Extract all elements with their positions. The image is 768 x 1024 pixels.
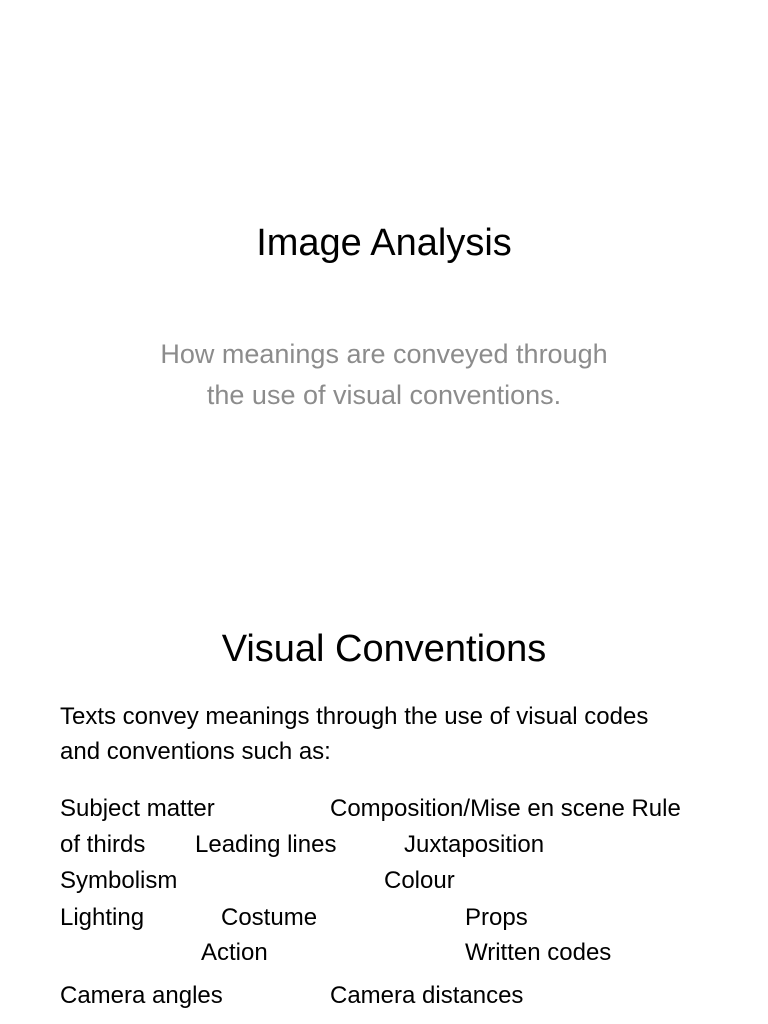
convention-costume: Costume [221,904,318,931]
convention-lighting: Lighting [60,904,145,931]
convention-of-thirds: of thirds [60,831,146,858]
intro-line: Texts convey meanings through the use of visual codes [60,703,649,730]
slide-title: Image Analysis [256,222,512,264]
convention-symbolism: Symbolism [60,867,178,894]
convention-written-codes: Written codes [465,939,612,966]
intro-line: and conventions such as: [60,738,331,765]
slide-title: Visual Conventions [221,628,547,670]
intro-paragraph [60,699,648,769]
convention-props: Props [465,904,528,931]
convention-colour: Colour [384,867,455,894]
convention-camera-angles: Camera angles [60,982,223,1009]
convention-juxtaposition: Juxtaposition [404,831,545,858]
convention-camera-distances: Camera distances [330,982,524,1009]
subtitle-line: the use of visual conventions. [206,380,562,410]
convention-action: Action [201,939,268,966]
slide-subtitle [0,334,768,416]
slide-visual-conventions [0,580,768,1024]
convention-composition: Composition/Mise en scene Rule [330,795,681,822]
convention-subject-matter: Subject matter [60,795,215,822]
subtitle-line: How meanings are conveyed through [160,339,608,369]
convention-leading-lines: Leading lines [195,831,337,858]
